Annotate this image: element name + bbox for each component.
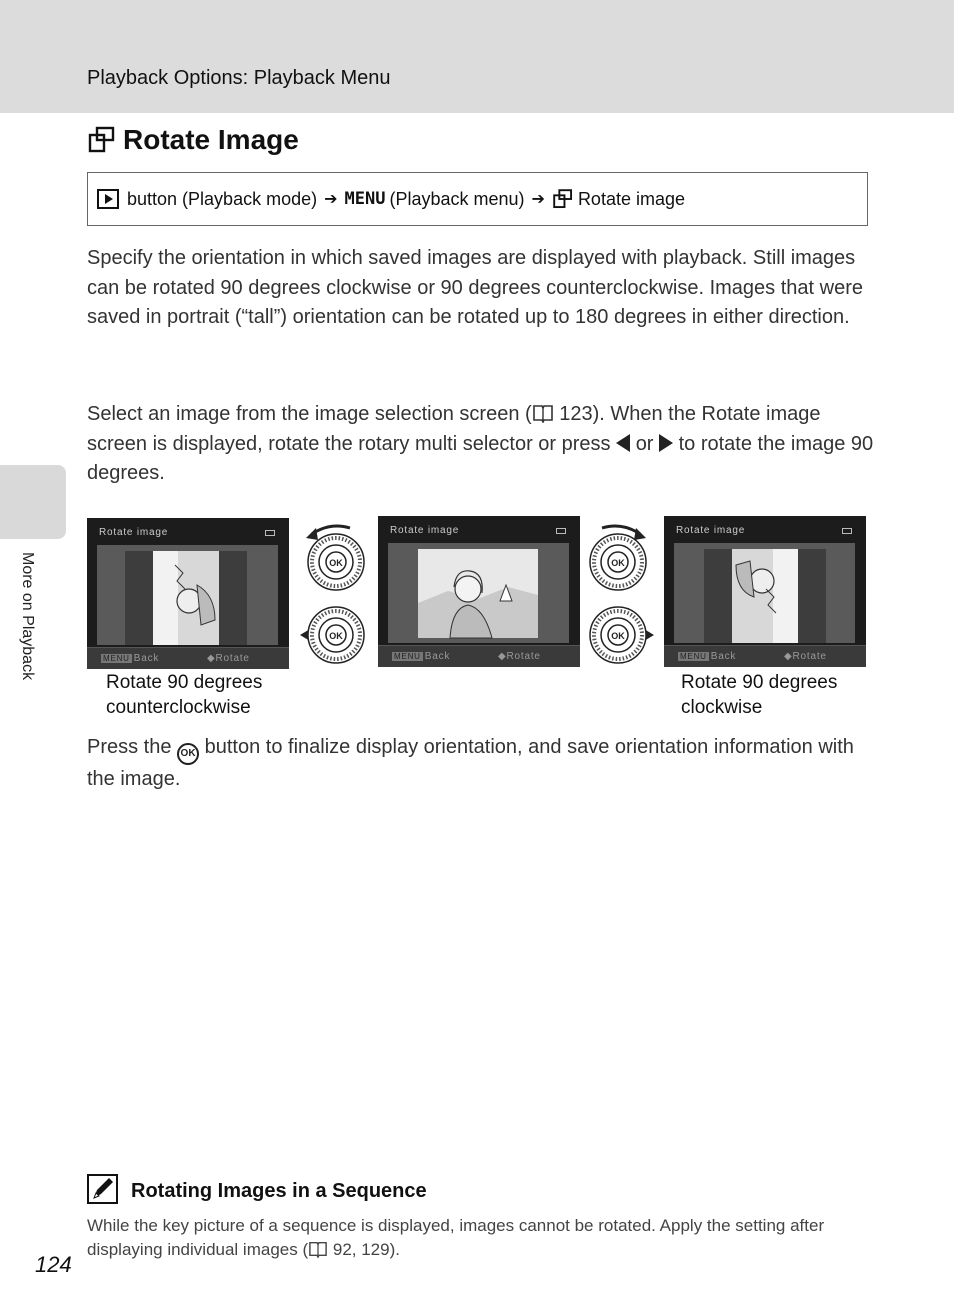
note-body [87,1214,877,1262]
playback-button-icon [97,189,119,209]
left-arrow-icon [616,434,630,452]
rotate-text: Rotate [792,651,827,662]
note-heading: Rotating Images in a Sequence [131,1180,427,1202]
instruction-text: to rotate the image 90 degrees. [87,432,874,484]
finalize-text: Press the [87,736,172,758]
back-text: Back [133,653,160,664]
page-reference: 92, 129 [332,1240,390,1259]
back-hint [392,651,450,662]
caption-line: clockwise [681,697,763,718]
section-header: Playback Options: Playback Menu [87,67,391,89]
battery-icon [556,528,566,534]
ok-label: OK [329,631,343,641]
header-band [0,0,954,113]
screen-counterclockwise [87,518,289,669]
screen-footer [664,645,866,667]
screen-title: Rotate image [99,527,169,538]
finalize-paragraph [87,733,877,795]
screen-clockwise [664,516,866,667]
menu-path-button: button (Playback mode) [127,188,318,209]
screen-title: Rotate image [390,525,460,536]
back-text: Back [710,651,737,662]
book-reference-icon [532,403,554,423]
finalize-text: button to finalize display orientation, and save orientation information with the image. [87,736,854,790]
ok-button-icon: OK [177,743,199,765]
rotary-dial-cw-icon [582,520,652,594]
ok-label: OK [611,631,625,641]
page-number: 124 [35,1252,72,1277]
screen-original [378,516,580,667]
ok-label: OK [611,558,625,568]
menu-path-menu: (Playback menu) [389,188,525,209]
arrow-right-icon: ➔ [531,191,545,208]
book-reference-icon [308,1240,328,1258]
screen-footer [378,645,580,667]
menu-path [87,172,868,226]
ok-label: OK [329,558,343,568]
instruction-paragraph [87,400,877,489]
caption-clockwise [681,670,837,720]
back-hint [101,653,159,664]
menu-tag: MENU [394,652,421,661]
arrow-right-icon: ➔ [324,191,338,208]
multi-selector-right-icon [584,604,656,668]
screen-photo [97,545,278,645]
back-hint [678,651,736,662]
caption-counterclockwise [106,670,262,720]
note-text: ). [389,1240,400,1259]
note-text: While the key picture of a sequence is displayed, images cannot be rotated. Apply the setting after displaying individual images ( [87,1216,825,1259]
menu-tag: MENU [103,654,130,663]
instruction-text: Select an image from the image selection screen ( [87,403,532,425]
rotate-image-icon [552,188,574,210]
rotate-image-icon [87,125,117,155]
rotate-hint: ◆Rotate [784,651,827,662]
note-pencil-icon [87,1174,118,1204]
caption-line: Rotate 90 degrees [681,672,838,693]
screen-photo [674,543,855,643]
right-arrow-icon [659,434,673,452]
page-title [87,124,299,156]
rotate-text: Rotate [506,651,541,662]
page-title-text: Rotate Image [123,124,299,155]
menu-tag: MENU [680,652,707,661]
caption-line: Rotate 90 degrees [106,672,263,693]
menu-path-target: Rotate image [577,188,685,209]
battery-icon [265,530,275,536]
side-tab-label: More on Playback [19,552,36,681]
rotary-dial-ccw-icon [300,520,370,594]
rotate-text: Rotate [215,653,250,664]
instruction-text: ). When the Rotate image screen is displayed, rotate the rotary multi selector or press [87,403,821,455]
page-reference: 123 [559,403,593,425]
intro-paragraph: Specify the orientation in which saved images are displayed with playback. Still images can be rotated 90 degrees clockwise or 90 degrees counterclockwise. Images that were saved in portrait (“tall”) orientation can be rotated up to 180 degrees in either direction. [87,247,863,328]
rotate-hint: ◆Rotate [498,651,541,662]
menu-word: MENU [344,189,386,209]
side-tab [0,465,66,539]
instruction-text: or [635,432,654,455]
caption-line: counterclockwise [106,697,251,718]
screen-title: Rotate image [676,525,746,536]
multi-selector-left-icon [298,604,370,668]
screen-footer [87,647,289,669]
battery-icon [842,528,852,534]
rotate-hint: ◆Rotate [207,653,250,664]
back-text: Back [424,651,451,662]
screen-photo [388,543,569,643]
